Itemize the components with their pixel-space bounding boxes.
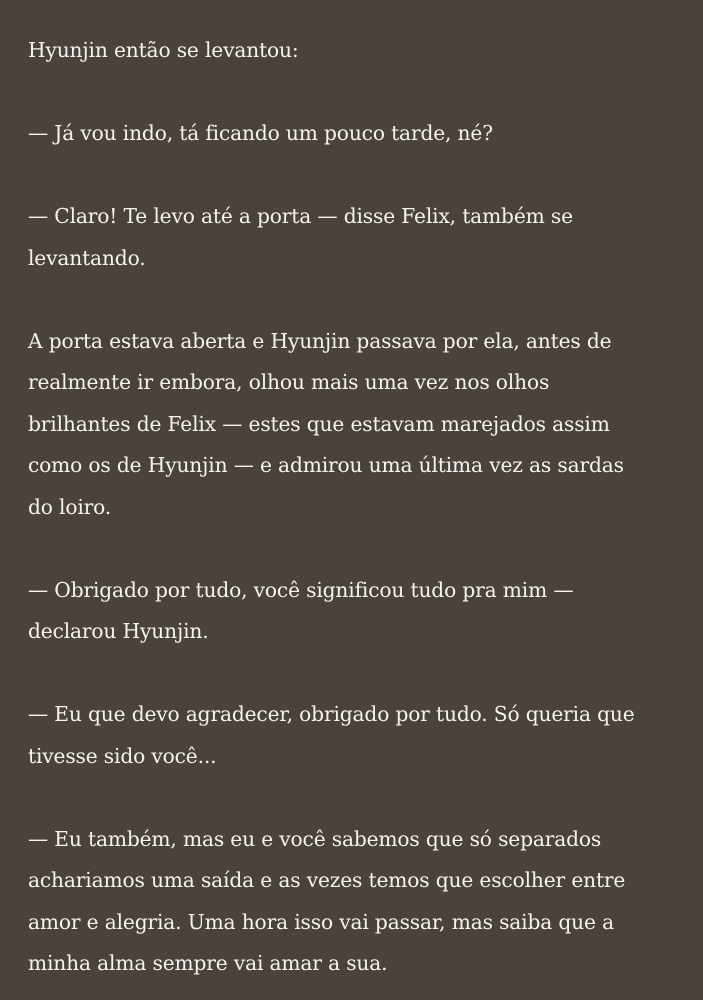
paragraph-7 [28,819,673,985]
text-line: brilhantes de Felix — estes que estavam marejados assim [28,411,610,436]
paragraph-4 [28,321,673,529]
text-line: como os de Hyunjin — e admirou uma última vez as sardas [28,453,624,477]
text-line: achariamos uma saída e as vezes temos que escolher entre [28,868,626,892]
text-line: — Já vou indo, tá ficando um pouco tarde, né? [28,121,493,145]
paragraph-2 [28,113,673,155]
text-line: amor e alegria. Uma hora isso vai passar, mas saiba que a [28,909,614,934]
story-text [28,30,673,985]
text-line: levantando. [28,245,146,270]
text-line: tivesse sido você... [28,743,217,768]
text-line: declarou Hyunjin. [28,619,209,643]
text-line: realmente ir embora, olhou mais uma vez nos olhos [28,370,550,394]
text-line: — Eu que devo agradecer, obrigado por tudo. Só queria que [28,702,635,726]
text-line: — Obrigado por tudo, você significou tudo pra mim — [28,577,574,602]
text-line: — Eu também, mas eu e você sabemos que só separados [28,826,602,851]
paragraph-6 [28,694,673,777]
text-line: minha alma sempre vai amar a sua. [28,951,388,975]
paragraph-3 [28,196,673,279]
paragraph-5 [28,570,673,653]
text-line: A porta estava aberta e Hyunjin passava por ela, antes de [28,328,612,353]
text-line: Hyunjin então se levantou: [28,38,299,62]
text-line: — Claro! Te levo até a porta — disse Felix, também se [28,204,573,228]
paragraph-1 [28,30,673,72]
text-line: do loiro. [28,494,112,519]
